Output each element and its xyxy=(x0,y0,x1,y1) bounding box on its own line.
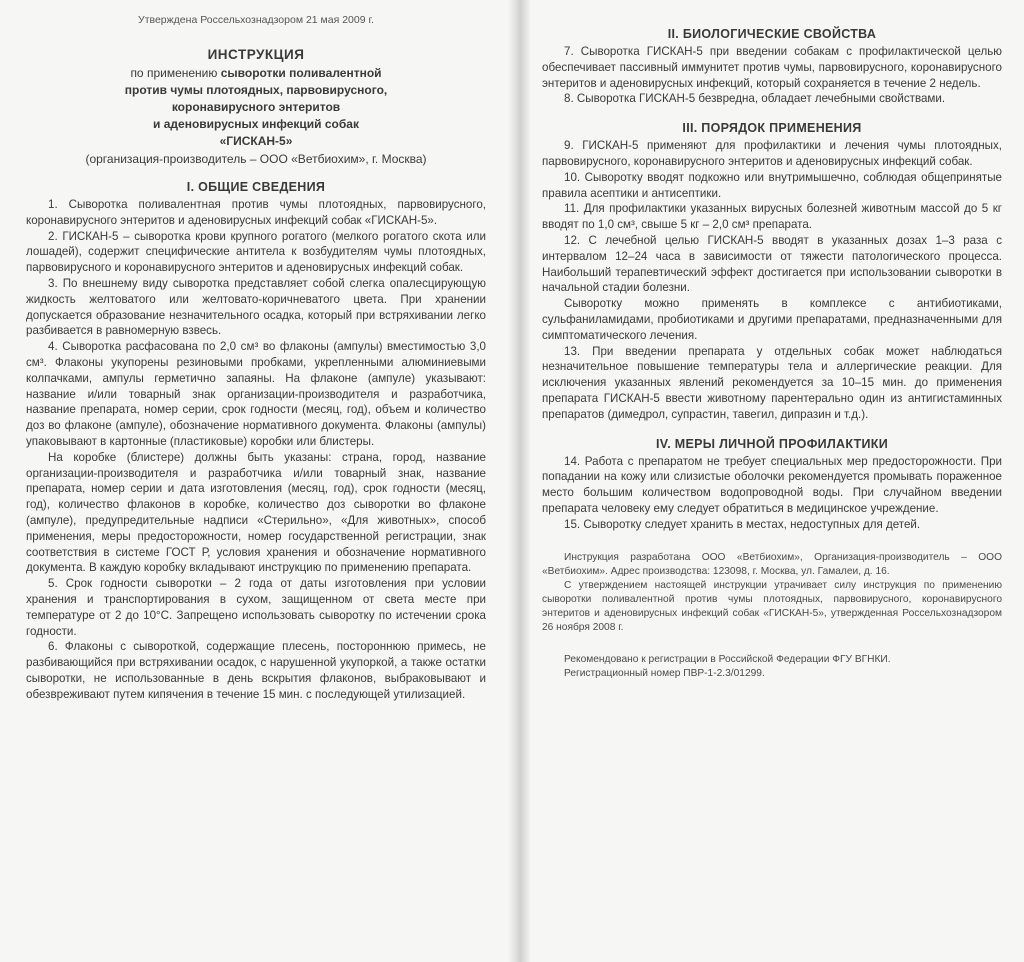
right-column xyxy=(542,0,1002,681)
paragraph-10: 10. Сыворотку вводят подкожно или внутримышечно, соблюдая общепринятые правила асептики и антисептики. xyxy=(542,170,1002,200)
registration-number: Регистрационный номер ПВР-1-2.3/01299. xyxy=(564,667,765,679)
paragraph-11: 11. Для профилактики указанных вирусных болезней животным массой до 5 кг вводят по 1,0 см³, свыше 5 кг – 2,0 см³ препарата. xyxy=(542,202,1002,232)
subtitle-line-3: коронавирусного энтеритов xyxy=(171,100,341,114)
section-3-heading: III. ПОРЯДОК ПРИМЕНЕНИЯ xyxy=(682,121,862,136)
subtitle-prefix: по применению xyxy=(130,66,221,80)
paragraph-1: 1. Сыворотка поливалентная против чумы плотоядных, парвовирусного, коронавирусного энтеритов и аденовирусных инфекций собак «ГИСКАН-5». xyxy=(26,198,486,227)
paragraph-5: 5. Срок годности сыворотки – 2 года от даты изготовления при условии хранения и транспортирования в сухом, защищенном от света месте при температуре от 2 до 10°С. Запрещено использовать сыворотку по истечении срока годности. xyxy=(26,577,486,638)
product-name: «ГИСКАН-5» xyxy=(219,134,293,148)
manufacturer-line: (организация-производитель – ООО «Ветбиохим», г. Москва) xyxy=(85,152,427,166)
subtitle-line-1: сыворотки поливалентной xyxy=(220,66,382,80)
paragraph-12-combination: Сыворотку можно применять в комплексе с антибиотиками, сульфаниламидами, пробиотиками и другими препаратами, предназначенными для симптоматического лечения. xyxy=(542,297,1002,342)
supersedes-note: С утверждением настоящей инструкции утрачивает силу инструкция по применению сыворотки поливалентной против чумы плотоядных, парвовирусного, коронавирусного энтеритов и аденовирусных инфекций собак «ГИСКАН-5», утвержденная Россельхознадзором 26 ноября 2008 г. xyxy=(542,579,1002,633)
paragraph-6: 6. Флаконы с сывороткой, содержащие плесень, постороннюю примесь, не разбивающийся при встряхивании осадок, с нарушенной укупоркой, а также остатки сыворотки, не использованные в день вскрытия флаконов, выбраковывают и обезвреживают путем кипячения в течение 15 мин. с последующей утилизацией. xyxy=(26,640,486,701)
paragraph-4: 4. Сыворотка расфасована по 2,0 см³ во флаконы (ампулы) вместимостью 3,0 см³. Флаконы укупорены резиновыми пробками, укрепленными алюминиевыми колпачками, ампулы герметично запаяны. На флаконе (ампуле) указывают: название и/или товарный знак организации-производителя и разработчика, название препарата, номер серии, срок годности (месяц, год), объем и количество доз во флаконе (ампуле), обозначение нормативного документа. Флаконы (ампулы) упаковывают в картонные (пластиковые) коробки или блистеры. xyxy=(26,340,486,448)
page-fold xyxy=(508,0,530,962)
paragraph-3: 3. По внешнему виду сыворотка представляет собой слегка опалесцирующую жидкость желтоватого или желтовато-коричневатого цвета. При хранении допускается образование незначительного осадка, который при встряхивании легко разбивается в равномерную взвесь. xyxy=(26,276,486,338)
paragraph-4-packaging: На коробке (блистере) должны быть указаны: страна, город, название организации-производителя и разработчика и/или товарный знак, название препарата, номер серии и дата изготовления (месяц, год), срок годности (месяц, год), количество флаконов в коробке, количество доз сыворотки во флаконе (ампуле), предупредительные надписи «Стерильно», «Для животных», способ применения, меры предосторожности, номер государственной регистрации, знак соответствия в системе ГОСТ Р, условия хранения и обозначение нормативного документа. В каждую коробку вкладывают инструкцию по применению препарата. xyxy=(26,450,486,575)
subtitle-line-4: и аденовирусных инфекций собак xyxy=(153,117,359,131)
left-column xyxy=(26,0,486,703)
footer-notes xyxy=(542,551,1002,681)
paragraph-2: 2. ГИСКАН-5 – сыворотка крови крупного рогатого (мелкого рогатого скота или лошадей), содержит специфические антитела к возбудителям чумы плотоядных, парвовирусного и коронавирусного энтеритов и аденовирусных инфекций собак. xyxy=(26,229,486,275)
subtitle-line-2: против чумы плотоядных, парвовирусного, xyxy=(124,83,388,97)
paragraph-8: 8. Сыворотка ГИСКАН-5 безвредна, обладает лечебными свойствами. xyxy=(564,92,946,106)
section-1-heading: I. ОБЩИЕ СВЕДЕНИЯ xyxy=(186,180,326,194)
document-title: ИНСТРУКЦИЯ xyxy=(207,47,305,62)
developer-note: Инструкция разработана ООО «Ветбиохим», Организация-производитель – ООО «Ветбиохим». Адрес производства: 123098, г. Москва, ул. Гамалеи, д. 16. xyxy=(542,551,1002,577)
paragraph-9: 9. ГИСКАН-5 применяют для профилактики и лечения чумы плотоядных, парвовирусного, коронавирусного энтеритов и аденовирусных инфекций собак. xyxy=(542,139,1002,168)
paragraph-15: 15. Сыворотку следует хранить в местах, недоступных для детей. xyxy=(564,517,921,531)
paragraph-14: 14. Работа с препаратом не требует специальных мер предосторожности. При попадании на кожу или слизистые оболочки рекомендуется промывать пораженное место большим количеством водопроводной воды. При случайном введении препарата человеку ему следует обратиться в медицинское учреждение. xyxy=(542,454,1002,515)
approval-note: Утверждена Россельхознадзором 21 мая 2009 г. xyxy=(138,14,374,26)
paragraph-13: 13. При введении препарата у отдельных собак может наблюдаться незначительное повышение температуры тела и аллергические реакции. Для исключения указанных явлений рекомендуется за 10–15 мин. до применения препарата ГИСКАН-5 ввести животному парентерально один из антигистаминных препаратов (димедрол, супрастин, тавегил, дипразин и т.д.). xyxy=(542,344,1002,421)
section-2-heading: II. БИОЛОГИЧЕСКИЕ СВОЙСТВА xyxy=(667,27,877,41)
registration-recommendation: Рекомендовано к регистрации в Российской Федерации ФГУ ВГНКИ. xyxy=(564,653,891,665)
paragraph-7: 7. Сыворотка ГИСКАН-5 при введении собакам с профилактической целью обеспечивает пассивный иммунитет против чумы, парвовирусного, коронавирусного энтеритов и аденовирусных инфекций, который сохраняется в течение 2 недель. xyxy=(542,45,1002,90)
document-subtitle xyxy=(26,65,486,150)
section-4-heading: IV. МЕРЫ ЛИЧНОЙ ПРОФИЛАКТИКИ xyxy=(655,436,889,451)
paragraph-12: 12. С лечебной целью ГИСКАН-5 вводят в указанных дозах 1–3 раза с интервалом 12–24 часа в зависимости от тяжести патологического процесса. Наибольший терапевтический эффект достигается при использовании сыворотки в начальной стадии болезни. xyxy=(542,233,1002,295)
